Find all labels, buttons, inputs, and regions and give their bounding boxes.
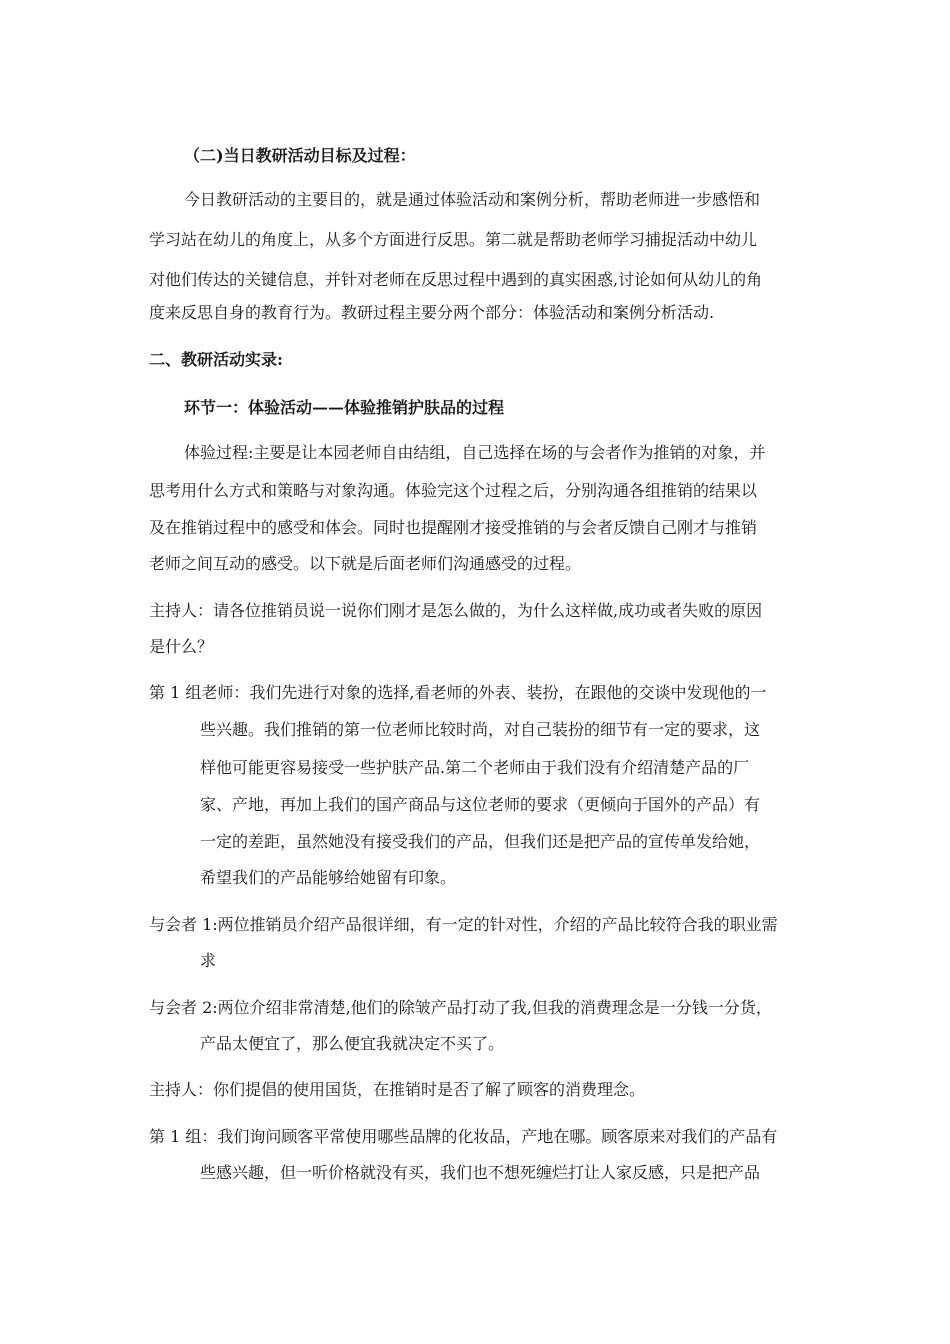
dialogue-line: 主持人：请各位推销员说一说你们刚才是怎么做的，为什么这样做,成功或者失败的原因 [149,601,763,620]
dialogue-line: 第 1 组：我们询问顾客平常使用哪些品牌的化妆品，产地在哪。顾客原来对我们的产品有 [149,1127,778,1146]
dialogue-line: 些感兴趣，但一听价格就没有买，我们也不想死缠烂打让人家反感，只是把产品 [200,1163,761,1182]
dialogue-line: 样他可能更容易接受一些护肤产品.第二个老师由于我们没有介绍清楚产品的厂 [200,758,750,777]
subsection-heading: 环节一：体验活动——体验推销护肤品的过程 [184,398,505,417]
dialogue-line: 希望我们的产品能够给她留有印象。 [200,868,457,887]
dialogue-line: 是什么？ [149,637,214,656]
dialogue-line: 产品太便宜了，那么便宜我就决定不买了。 [200,1034,505,1053]
dialogue-line: 主持人：你们提倡的使用国货，在推销时是否了解了顾客的消费理念。 [149,1080,646,1099]
dialogue-line: 一定的差距，虽然她没有接受我们的产品，但我们还是把产品的宣传单发给她， [200,832,761,851]
paragraph-line: 思考用什么方式和策略与对象沟通。体验完这个过程之后，分别沟通各组推销的结果以 [149,481,758,500]
paragraph-line: 度来反思自身的教育行为。教研过程主要分两个部分：体验活动和案例分析活动. [149,303,715,322]
section-heading-goal: （二)当日教研活动目标及过程： [184,146,416,165]
section-heading-record: 二、教研活动实录: [149,350,283,369]
paragraph-line: 学习站在幼儿的角度上，从多个方面进行反思。第二就是帮助老师学习捕捉活动中幼儿 [149,230,758,249]
paragraph-line: 对他们传达的关键信息，并针对老师在反思过程中遇到的真实困惑,讨论如何从幼儿的角 [149,270,763,289]
paragraph-line: 及在推销过程中的感受和体会。同时也提醒刚才接受推销的与会者反馈自己刚才与推销 [149,518,758,537]
paragraph-line: 体验过程:主要是让本园老师自由结组，自己选择在场的与会者作为推销的对象，并 [184,443,766,462]
dialogue-line: 些兴趣。我们推销的第一位老师比较时尚，对自己装扮的细节有一定的要求，这 [200,720,761,739]
dialogue-line: 家、产地，再加上我们的国产商品与这位老师的要求（更倾向于国外的产品）有 [200,795,761,814]
paragraph-line: 今日教研活动的主要目的，就是通过体验活动和案例分析，帮助老师进一步感悟和 [184,190,761,209]
dialogue-line: 求 [200,951,217,970]
paragraph-line: 老师之间互动的感受。以下就是后面老师们沟通感受的过程。 [149,554,582,573]
dialogue-line: 与会者 1:两位推销员介绍产品很详细，有一定的针对性，介绍的产品比较符合我的职业需 [149,915,778,934]
dialogue-line: 与会者 2:两位介绍非常清楚,他们的除皱产品打动了我,但我的消费理念是一分钱一分货， [149,998,772,1017]
dialogue-line: 第 1 组老师：我们先进行对象的选择,看老师的外表、装扮，在跟他的交谈中发现他的一 [149,683,767,702]
